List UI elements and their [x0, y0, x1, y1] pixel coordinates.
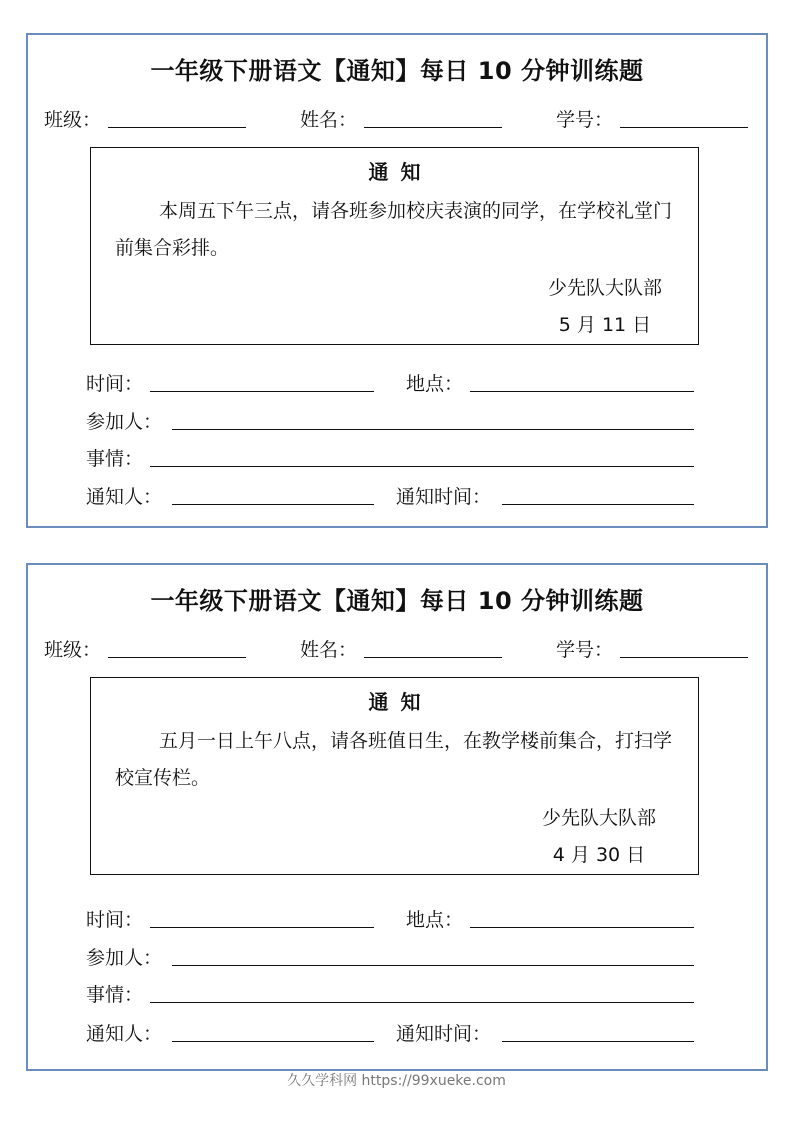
- notice-box: [90, 147, 699, 345]
- notice-time-label: 通知时间：: [396, 1023, 492, 1045]
- notice-box: [90, 677, 699, 875]
- student-id-label: 学号：: [556, 109, 614, 131]
- time-field[interactable]: [150, 927, 374, 928]
- class-label: 班级：: [44, 639, 102, 661]
- footer-watermark: 久久学科网 https://99xueke.com: [287, 1073, 506, 1089]
- notice-time-label: 通知时间：: [396, 486, 492, 508]
- notifier-field[interactable]: [172, 1041, 374, 1042]
- notice-heading: 通知: [368, 160, 433, 184]
- student-id-field[interactable]: [620, 127, 748, 128]
- participants-field[interactable]: [172, 965, 694, 966]
- form-row-notifier: [28, 480, 766, 510]
- form-row-participants: [28, 405, 766, 435]
- notice-signature: 少先队大队部: [541, 807, 656, 829]
- student-id-label: 学号：: [556, 639, 614, 661]
- place-field[interactable]: [470, 927, 694, 928]
- worksheet-card-1: [26, 33, 768, 528]
- place-label: 地点：: [406, 373, 464, 395]
- notice-time-field[interactable]: [502, 504, 694, 505]
- notifier-label: 通知人：: [86, 1023, 163, 1045]
- matter-label: 事情：: [86, 448, 144, 470]
- place-label: 地点：: [406, 909, 464, 931]
- notice-date: 5 月 11 日: [558, 314, 652, 336]
- student-info-row: [28, 631, 766, 661]
- worksheet-card-2: [26, 563, 768, 1071]
- worksheet-title: 一年级下册语文【通知】每日 10 分钟训练题: [150, 587, 644, 615]
- time-label: 时间：: [86, 373, 144, 395]
- participants-label: 参加人：: [86, 947, 163, 969]
- place-field[interactable]: [470, 391, 694, 392]
- matter-label: 事情：: [86, 984, 144, 1006]
- form-row-notifier: [28, 1017, 766, 1047]
- notice-time-field[interactable]: [502, 1041, 694, 1042]
- matter-field[interactable]: [150, 1002, 694, 1003]
- class-field[interactable]: [108, 657, 246, 658]
- name-field[interactable]: [364, 657, 502, 658]
- form-row-matter: [28, 978, 766, 1008]
- form-row-participants: [28, 941, 766, 971]
- notice-signature-block: [548, 270, 662, 344]
- form-row-time-place: [28, 367, 766, 397]
- student-info-row: [28, 101, 766, 131]
- class-label: 班级：: [44, 109, 102, 131]
- participants-field[interactable]: [172, 429, 694, 430]
- student-id-field[interactable]: [620, 657, 748, 658]
- name-label: 姓名：: [300, 639, 358, 661]
- participants-label: 参加人：: [86, 411, 163, 433]
- class-field[interactable]: [108, 127, 246, 128]
- notifier-label: 通知人：: [86, 486, 163, 508]
- time-label: 时间：: [86, 909, 144, 931]
- matter-field[interactable]: [150, 466, 694, 467]
- notice-signature-block: [542, 800, 656, 874]
- notice-heading: 通知: [368, 690, 433, 714]
- notice-body: 本周五下午三点，请各班参加校庆表演的同学，在学校礼堂门前集合彩排。: [115, 200, 673, 259]
- notifier-field[interactable]: [172, 504, 374, 505]
- name-label: 姓名：: [300, 109, 358, 131]
- notice-body: 五月一日上午八点，请各班值日生，在教学楼前集合，打扫学校宣传栏。: [115, 730, 673, 789]
- form-row-matter: [28, 442, 766, 472]
- notice-date: 4 月 30 日: [552, 844, 646, 866]
- notice-signature: 少先队大队部: [547, 277, 662, 299]
- worksheet-title: 一年级下册语文【通知】每日 10 分钟训练题: [150, 57, 644, 85]
- form-row-time-place: [28, 903, 766, 933]
- time-field[interactable]: [150, 391, 374, 392]
- name-field[interactable]: [364, 127, 502, 128]
